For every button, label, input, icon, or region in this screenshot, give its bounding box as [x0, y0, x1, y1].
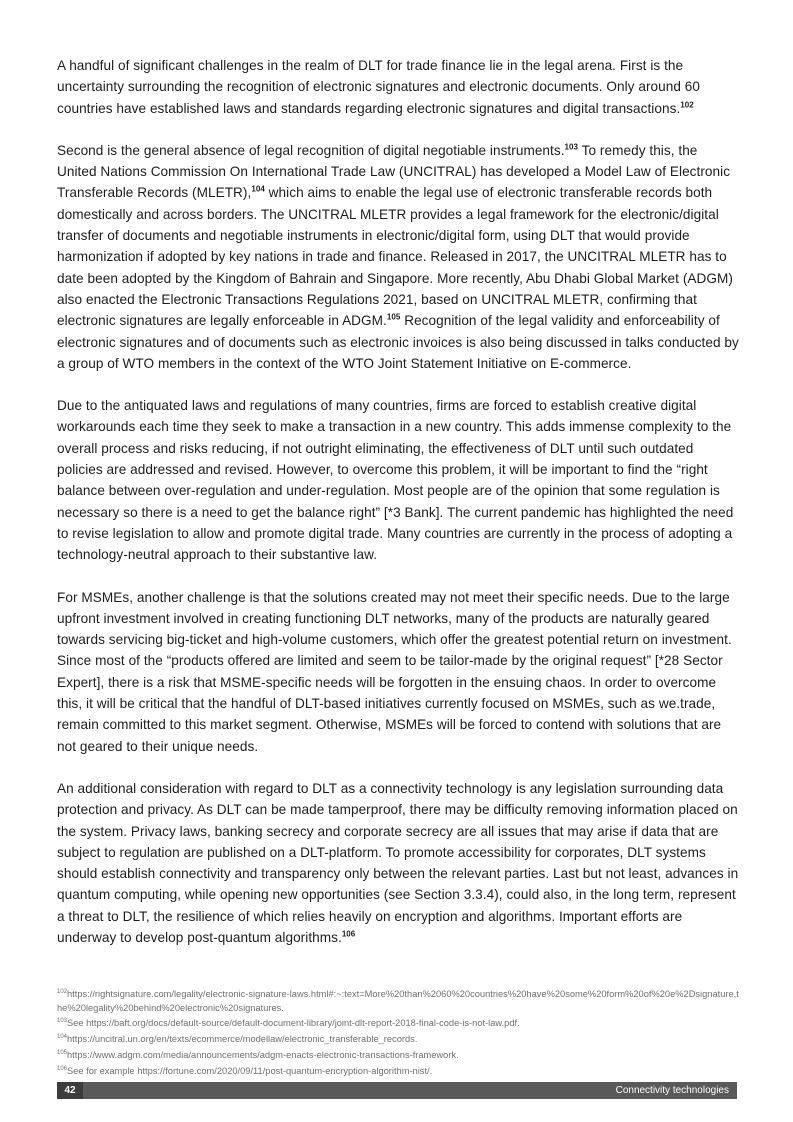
page-number: 42 [57, 1082, 83, 1099]
footnote-number: 102 [57, 988, 68, 995]
footnote-number: 106 [57, 1066, 68, 1073]
footnote-105 [57, 1049, 739, 1063]
footnote-number: 103 [57, 1018, 68, 1025]
footnote-ref-103[interactable]: 103 [564, 142, 579, 152]
paragraph-text: Recognition of the legal validity and enforceability of electronic signatures and of documents such as electronic invoices is also being discussed in talks conducted by a group of WTO members in the context of the WTO Joint Statement Initiative on E-commerce. [57, 313, 739, 371]
paragraph-text: Second is the general absence of legal recognition of digital negotiable instruments. [57, 142, 565, 158]
footnote-number: 105 [57, 1050, 68, 1057]
footnote-ref-106[interactable]: 106 [341, 929, 356, 939]
paragraph-antiquated-laws [57, 395, 739, 565]
footnote-106 [57, 1065, 739, 1079]
footnote-103 [57, 1017, 739, 1031]
footnote-link[interactable]: https://www.adgm.com/media/announcements/adgm-enacts-electronic-transactions-framework. [67, 1050, 459, 1061]
paragraph-legal-challenges [57, 55, 739, 119]
footnotes-section [57, 988, 739, 1081]
section-title: Connectivity technologies [615, 1085, 729, 1096]
main-content [57, 55, 739, 969]
footnote-ref-104[interactable]: 104 [251, 184, 265, 194]
footnote-ref-105[interactable]: 105 [386, 312, 401, 322]
paragraph-text: which aims to enable the legal use of electronic transferable records both domestically and across borders. The UNCITRAL MLETR provides a legal framework for the electronic/digital transfer of documents and negotiable instruments in electronic/digital form, using DLT that would provide harmonization if adopted by key nations in trade and finance. Released in 2017, the UNCITRAL MLETR has to date been adopted by the Kingdom of Bahrain and Singapore. More recently, Abu Dhabi Global Market (ADGM) also enacted the Electronic Transactions Regulations 2021, based on UNCITRAL MLETR, confirming that electronic signatures are legally enforceable in ADGM. [57, 185, 733, 329]
footnote-number: 104 [57, 1034, 68, 1041]
footnote-ref-102[interactable]: 102 [680, 100, 694, 110]
footnote-link[interactable]: See https://baft.org/docs/default-source/default-document-library/joint-dlt-report-2018-final-code-is-not-law.pdf. [67, 1018, 520, 1029]
paragraph-text: For MSMEs, another challenge is that the solutions created may not meet their specific needs. Due to the large upfront investment involved in creating functioning DLT networks, many of the products are naturally geared towards servicing big-ticket and high-volume customers, which offer the greatest potential return on investment. Since most of the “products offered are limited and seem to be tailor-made by the original request” [*28 Sector Expert], there is a risk that MSME-specific needs will be forgotten in the ensuing chaos. In order to overcome this, it will be critical that the handful of DLT-based initiatives currently focused on MSMEs, such as we.trade, remain committed to this market segment. Otherwise, MSMEs will be forced to contend with solutions that are not geared to their unique needs. [57, 589, 732, 754]
paragraph-text: To remedy this, the United Nations Commission On International Trade Law (UNCITRAL) has developed a Model Law of Electronic Transferable Records (MLETR), [57, 142, 731, 201]
page-footer [57, 1082, 737, 1099]
paragraph-msme-needs [57, 587, 739, 757]
footnote-link[interactable]: https://rightsignature.com/legality/electronic-signature-laws.html#:~:text=More%20than%2060%20countries%20have%20some%20form%20of%20e%2Dsignature,the%20legality%20behind%20electronic%20signatures. [57, 989, 739, 1013]
footnote-102 [57, 988, 739, 1015]
paragraph-text: An additional consideration with regard to DLT as a connectivity technology is any legislation surrounding data protection and privacy. As DLT can be made tamperproof, there may be difficulty removing information placed on the system. Privacy laws, banking secrecy and corporate secrecy are all issues that may arise if data that are subject to regulation are published on a DLT-platform. To promote accessibility for corporates, DLT systems should establish connectivity and transparency only between the relevant parties. Last but not least, advances in quantum computing, while opening new opportunities (see Section 3.3.4), could also, in the long term, represent a threat to DLT, the resilience of which relies heavily on encryption and algorithms. Important efforts are underway to develop post-quantum algorithms. [57, 780, 739, 945]
paragraph-text: Due to the antiquated laws and regulations of many countries, firms are forced to establish creative digital workarounds each time they seek to make a transaction in a new country. This adds immense complexity to the overall process and risks reducing, if not outright eliminating, the effectiveness of DLT until such outdated policies are addressed and revised. However, to overcome this problem, it will be important to find the “right balance between over-regulation and under-regulation. Most people are of the opinion that some regulation is necessary so there is a need to get the balance right” [*3 Bank]. The current pandemic has highlighted the need to revise legislation to allow and promote digital trade. Many countries are currently in the process of adopting a technology-neutral approach to their substantive law. [57, 398, 734, 563]
paragraph-negotiable-instruments [57, 140, 739, 374]
paragraph-data-protection [57, 778, 739, 948]
paragraph-text: A handful of significant challenges in the realm of DLT for trade finance lie in the legal arena. First is the uncertainty surrounding the recognition of electronic signatures and electronic documents. Only around 60 countries have established laws and standards regarding electronic signatures and digital transactions. [57, 58, 701, 116]
footnote-link[interactable]: See for example https://fortune.com/2020/09/11/post-quantum-encryption-algorithm-nist/. [67, 1066, 433, 1077]
footnote-104 [57, 1033, 739, 1047]
footnote-link[interactable]: https://uncitral.un.org/en/texts/ecommerce/modellaw/electronic_transferable_records. [67, 1034, 418, 1045]
